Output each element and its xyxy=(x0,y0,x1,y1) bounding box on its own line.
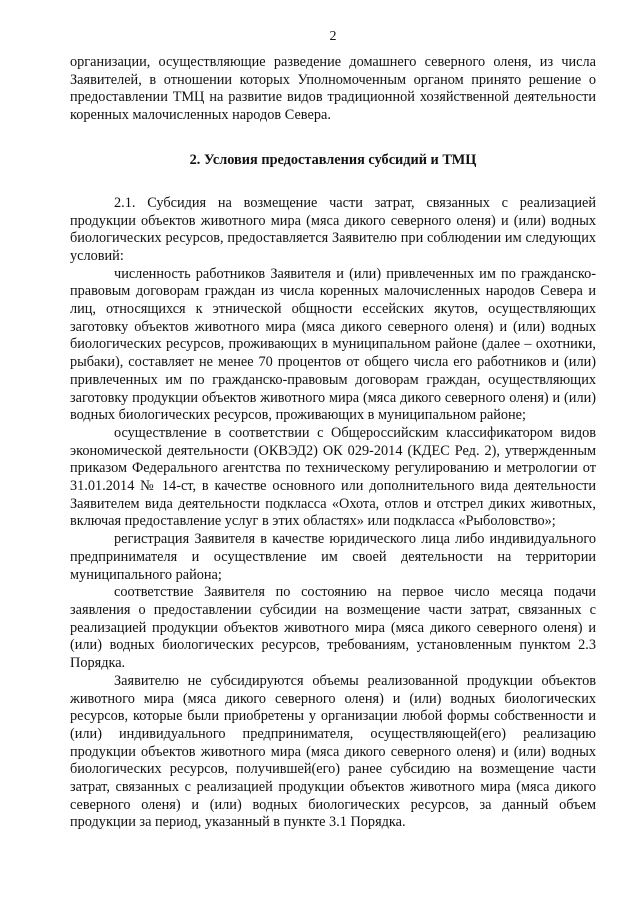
paragraph-condition-registration: регистрация Заявителя в качестве юридического лица либо индивидуального предпринимателя и осуществление им своей деятельности на территории муниципального района; xyxy=(70,531,596,583)
paragraph-2-1: 2.1. Субсидия на возмещение части затрат, связанных с реализацией продукции объектов животного мира (мяса дикого северного оленя) и (или) водных биологических ресурсов, предоставляется Заявителю при соблюдении им следующих условий: xyxy=(70,194,596,264)
page-number: 2 xyxy=(329,29,337,44)
paragraph-condition-staff: численность работников Заявителя и (или) привлеченных им по гражданско-правовым договорам граждан из числа коренных малочисленных народов Севера и лиц, относящихся к этнической общности ессейских якутов, осуществляющих заготовку объектов животного мира (мяса дикого северного оленя) и (или) водных биологических ресурсов, проживающих в муниципальном районе (далее – охотники, рыбаки), составляет не менее 70 процентов от общего числа его работников и (или) привлеченных им по гражданско-правовым договорам граждан, осуществляющих заготовку продукции объектов животного мира (мяса дикого северного оленя) и (или) водных биологических ресурсов, проживающих в муниципальном районе; xyxy=(70,265,596,424)
paragraph-condition-okved: осуществление в соответствии с Общероссийским классификатором видов экономической деятельности (ОКВЭД2) ОК 029-2014 (КДЕС Ред. 2), утвержденным приказом Федерального агентства по техническому регулированию и метрологии от 31.01.2014 № 14-ст, в качестве основного или дополнительного вида деятельности Заявителем вида деятельности подкласса «Охота, отлов и отстрел диких животных, включая предоставление услуг в этих областях» или подкласса «Рыболовство»; xyxy=(70,424,596,530)
paragraph-condition-compliance: соответствие Заявителя по состоянию на первое число месяца подачи заявления о предоставлении субсидии на возмещение части затрат, связанных с реализацией продукции объектов животного мира (мяса дикого северного оленя) и (или) водных биологических ресурсов, требованиям, установленным пунктом 2.3 Порядка. xyxy=(70,584,596,672)
paragraph-continuation: организации, осуществляющие разведение домашнего северного оленя, из числа Заявителей, в отношении которых Уполномоченным органом принято решение о предоставлении ТМЦ на развитие видов традиционной хозяйственной деятельности коренных малочисленных народов Севера. xyxy=(70,54,596,124)
paragraph-exclusion: Заявителю не субсидируются объемы реализованной продукции объектов животного мира (мяса дикого северного оленя) и (или) водных биологических ресурсов, которые были приобретены у организации любой формы собственности и (или) индивидуального предпринимателя, осуществляющей(его) реализацию продукции объектов животного мира (мяса дикого северного оленя) и (или) водных биологических ресурсов, получившей(его) ранее субсидию на возмещение части затрат, связанных с реализацией продукции объектов животного мира (мяса дикого северного оленя) и (или) водных биологических ресурсов, за данный объем продукции за период, указанный в пункте 3.1 Порядка. xyxy=(70,672,596,831)
section-heading: 2. Условия предоставления субсидий и ТМЦ xyxy=(189,151,477,168)
